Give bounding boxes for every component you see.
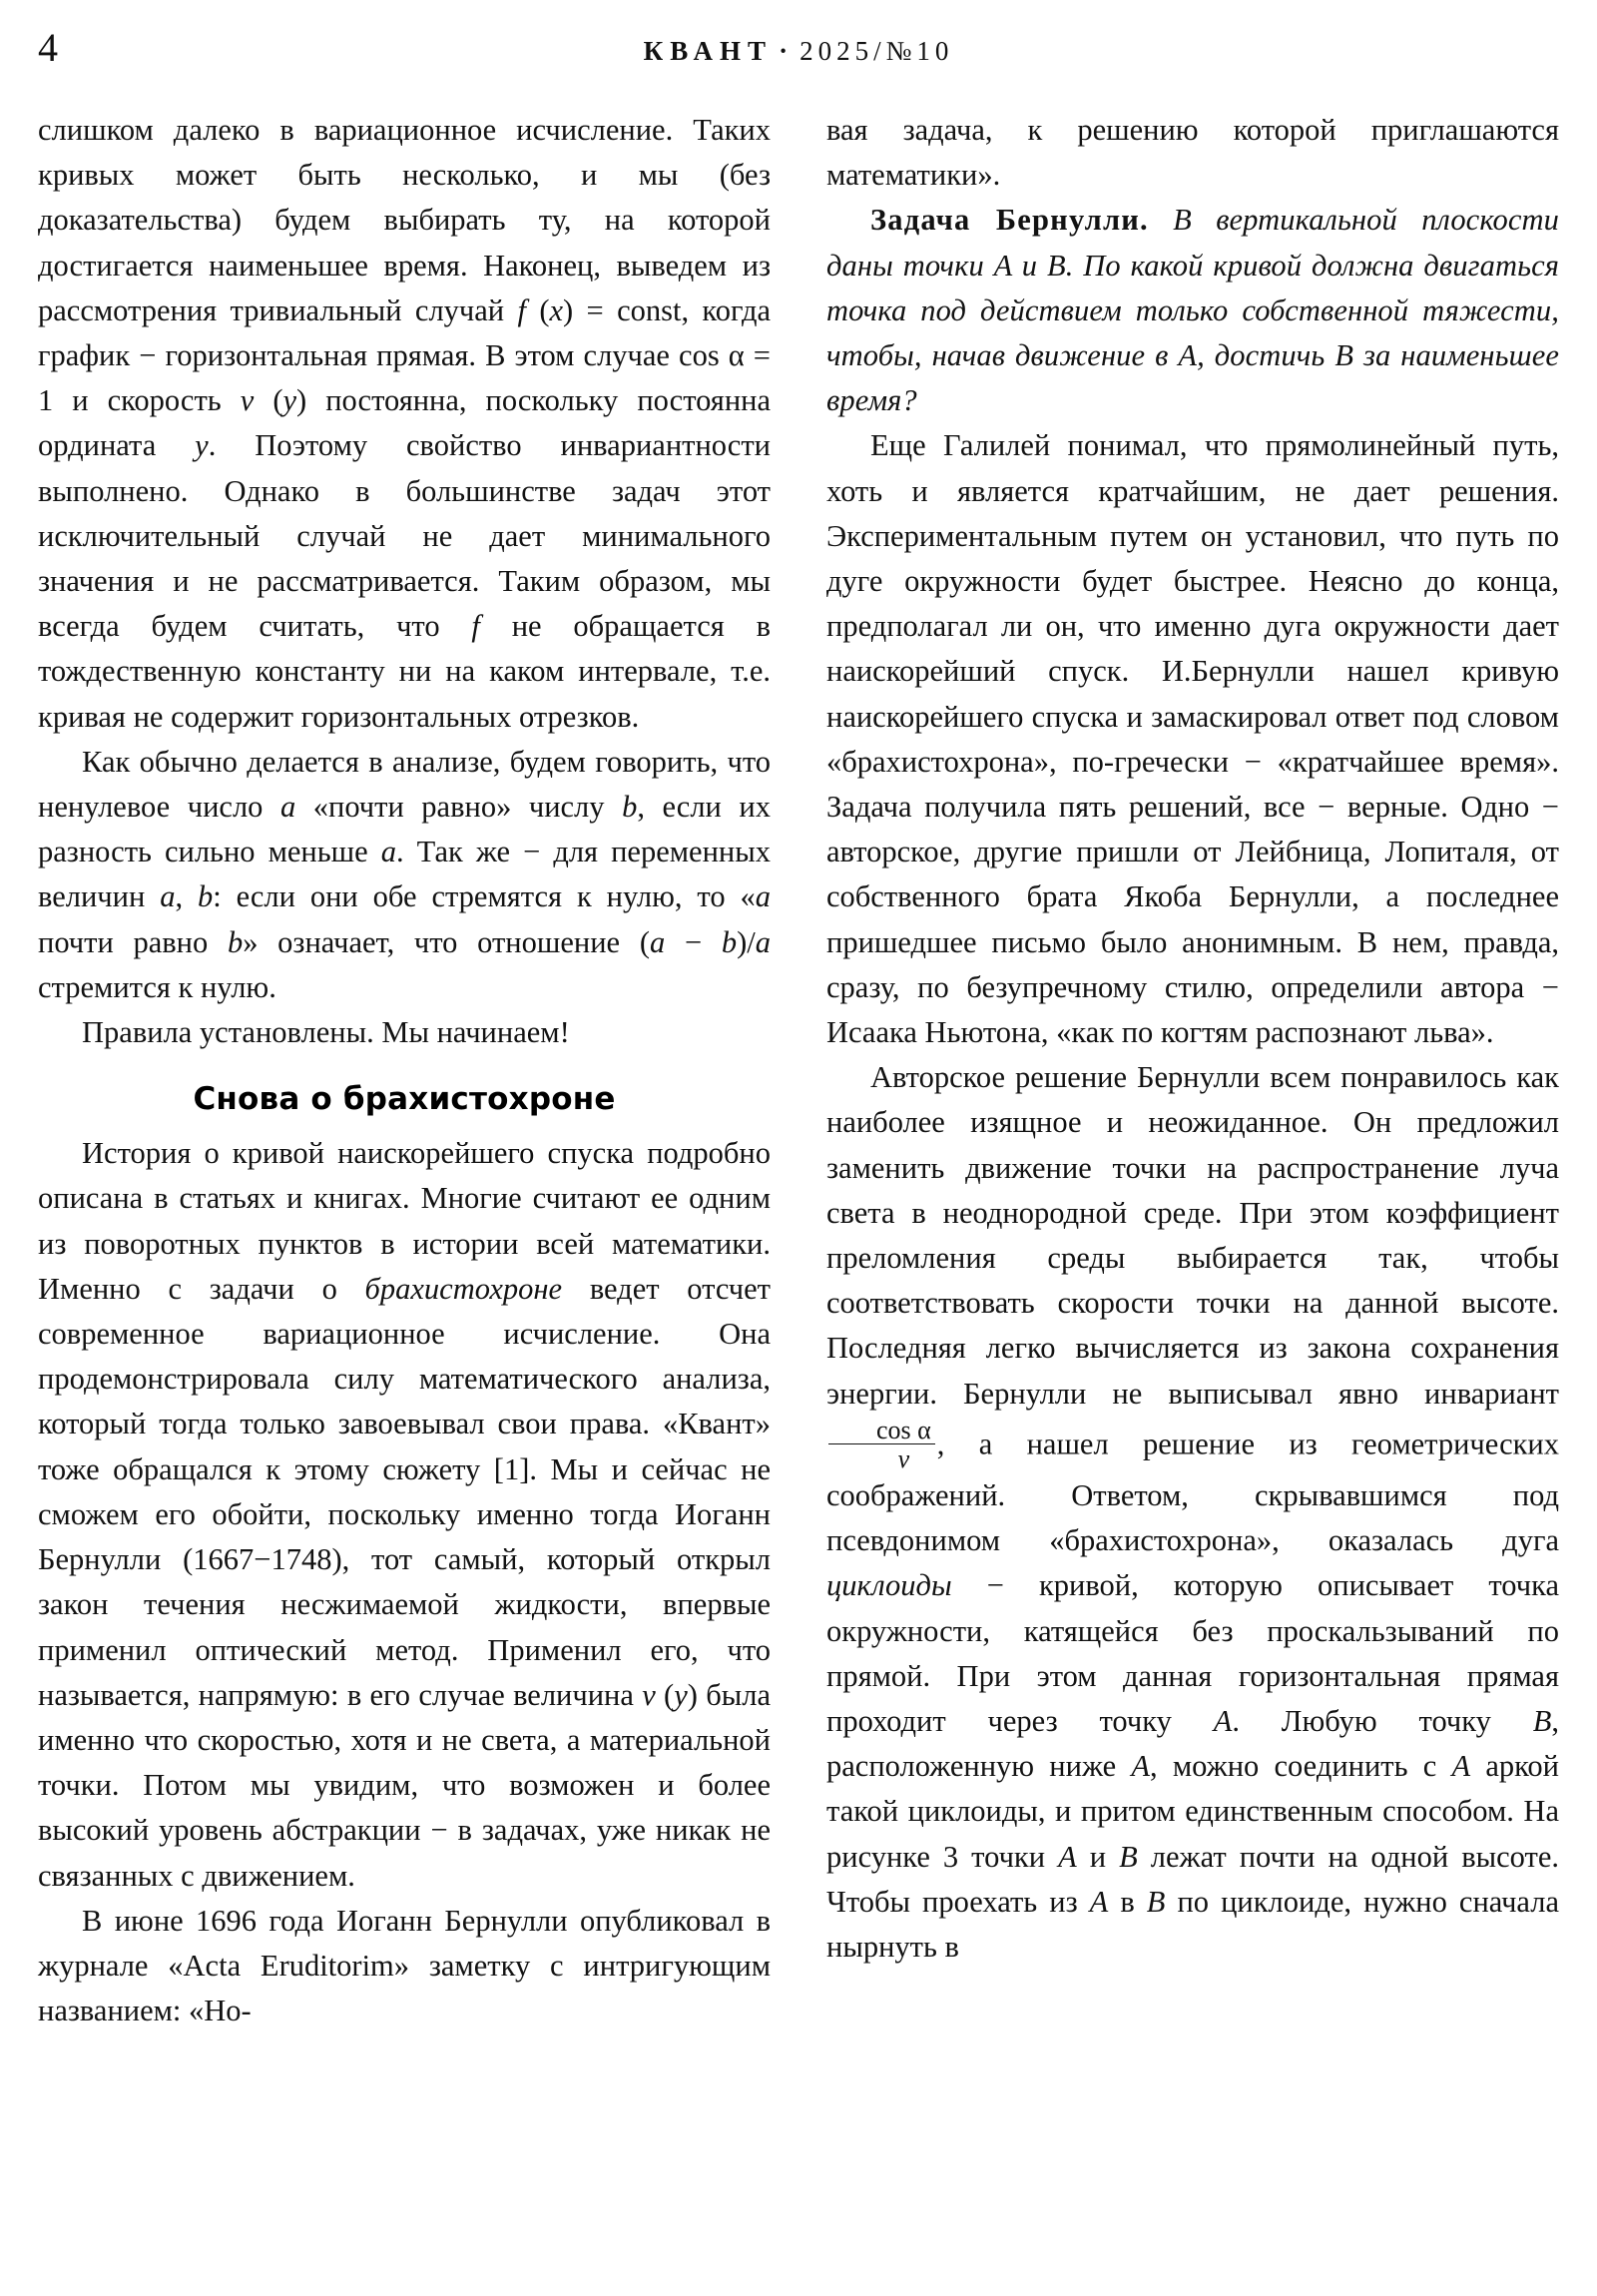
paragraph: История о кривой наискорейшего спуска подробно описана в статьях и книгах. Многие считают ее одним из поворотных пунктов в истории всей математики. Именно с задачи о брахистохроне ведет отсчет современное вариационное исчисление. Она продемонстрировала силу математического анализа, который тогда только завоевывал свои права. «Квант» тоже обращался к этому сюжету [1]. Мы и сейчас не сможем его обойти, поскольку именно тогда Иоганн Бернулли (1667−1748), тот самый, который открыл закон течения несжимаемой жидкости, впервые применил оптический метод. Применил его, что называется, напрямую: в его случае величина v (y) была именно что скоростью, хотя и не света, а материальной точки. Потом мы увидим, что возможен и более высокий уровень абстракции − в задачах, уже никак не связанных с движением. bbox=[38, 1136, 772, 1893]
paragraph: Как обычно делается в анализе, будем говорить, что ненулевое число a «почти равно» числу b, если их разность сильно меньше a. Так же − для переменных величин a, b: если они обе стремятся к нулю, то «a почти равно b» означает, что отношение (a − b)/a стремится к нулю. bbox=[38, 744, 772, 1004]
fraction-numerator: cos α bbox=[876, 1415, 931, 1444]
problem-label: Задача Бернулли. bbox=[870, 203, 1149, 238]
left-column bbox=[38, 108, 771, 2033]
paragraph: Еще Галилей понимал, что прямолинейный путь, хоть и является кратчайшим, не дает решения. Экспериментальным путем он установил, что путь по дуге окружности будет быстрее. Неясно до конца, предполагал ли он, что именно дуга окружности дает наискорейший спуск. И.Бернулли нашел кривую наискорейшего спуска и замаскировал ответ под словом «брахистохрона», по-гречески − «кратчайшее время». Задача получила пять решений, все − верные. Одно − авторское, другие пришли от Лейбница, Лопиталя, от собственного брата Якоба Бернулли, а последнее пришедшее письмо было анонимным. В нем, правда, сразу, по безупречному стилю, определили автора − Исаака Ньютона, «как по когтям распознают льва». bbox=[826, 428, 1559, 1050]
paragraph-continuation: вая задача, к решению которой приглашаются математики». bbox=[826, 113, 1559, 193]
section-heading: Снова о брахистохроне bbox=[193, 1081, 616, 1118]
problem-statement bbox=[826, 198, 1559, 423]
paragraph-with-fraction bbox=[826, 1055, 1559, 1970]
fraction-denominator: v bbox=[828, 1443, 935, 1473]
text-before-fraction: Авторское решение Бернулли всем понравилось как наиболее изящное и неожиданное. Он предложил заменить движение точки на распространение луча света в неоднородной среде. При этом коэффициент преломления среды выбирается так, чтобы соответствовать скорости точки на данной высоте. Последняя легко вычисляется из закона сохранения энергии. Бернулли не выписывал явно инвариант bbox=[826, 1060, 1559, 1411]
journal-name: КВАНТ bbox=[643, 36, 774, 66]
paragraph: В июне 1696 года Иоганн Бернулли опубликовал в журнале «Acta Eruditorim» заметку с интригующим названием: «Но- bbox=[38, 1903, 771, 2028]
inline-fraction bbox=[828, 1417, 935, 1473]
two-column-body bbox=[38, 108, 1559, 2033]
problem-text: В вертикальной плоскости даны точки A и B. По какой кривой должна двигаться точка под действием только собственной тяжести, чтобы, начав движение в A, достичь B за наименьшее время? bbox=[826, 203, 1559, 418]
page-number: 4 bbox=[38, 25, 58, 70]
paragraph-continuation: слишком далеко в вариационное исчисление. Таких кривых может быть несколько, и мы (без доказательства) будем выбирать ту, на которой достигается наименьшее время. Наконец, выведем из рассмотрения тривиальный случай f (x) = const, когда график − горизонтальная прямая. В этом случае cos α = 1 и скорость v (y) постоянна, поскольку постоянна ордината y. Поэтому свойство инвариантности выполнено. Однако в большинстве задач этот исключительный случай не дает минимального значения и не рассматривается. Таким образом, мы всегда будем считать, что f не обращается в тождественную константу ни на каком интервале, т.е. кривая не содержит горизонтальных отрезков. bbox=[38, 113, 771, 734]
issue-number: 2025/№10 bbox=[799, 36, 954, 66]
masthead-separator: · bbox=[779, 36, 795, 66]
right-column bbox=[826, 108, 1559, 2033]
text-after-fraction: , а нашел решение из геометрических соображений. Ответом, скрывавшимся под псевдонимом «брахистохрона», оказалась дуга циклоиды − кривой, которую описывает точка окружности, катящейся без проскальзываний по прямой. При этом данная горизонтальная прямая проходит через точку A. Любую точку B, расположенную ниже A, можно соединить с A аркой такой циклоиды, и притом единственным способом. На рисунке 3 точки A и B лежат почти на одной высоте. Чтобы проехать из A в B по циклоиде, нужно сначала нырнуть в bbox=[826, 1427, 1559, 1965]
running-head bbox=[0, 26, 1597, 86]
paragraph: Правила установлены. Мы начинаем! bbox=[82, 1015, 570, 1050]
journal-masthead bbox=[0, 36, 1597, 67]
